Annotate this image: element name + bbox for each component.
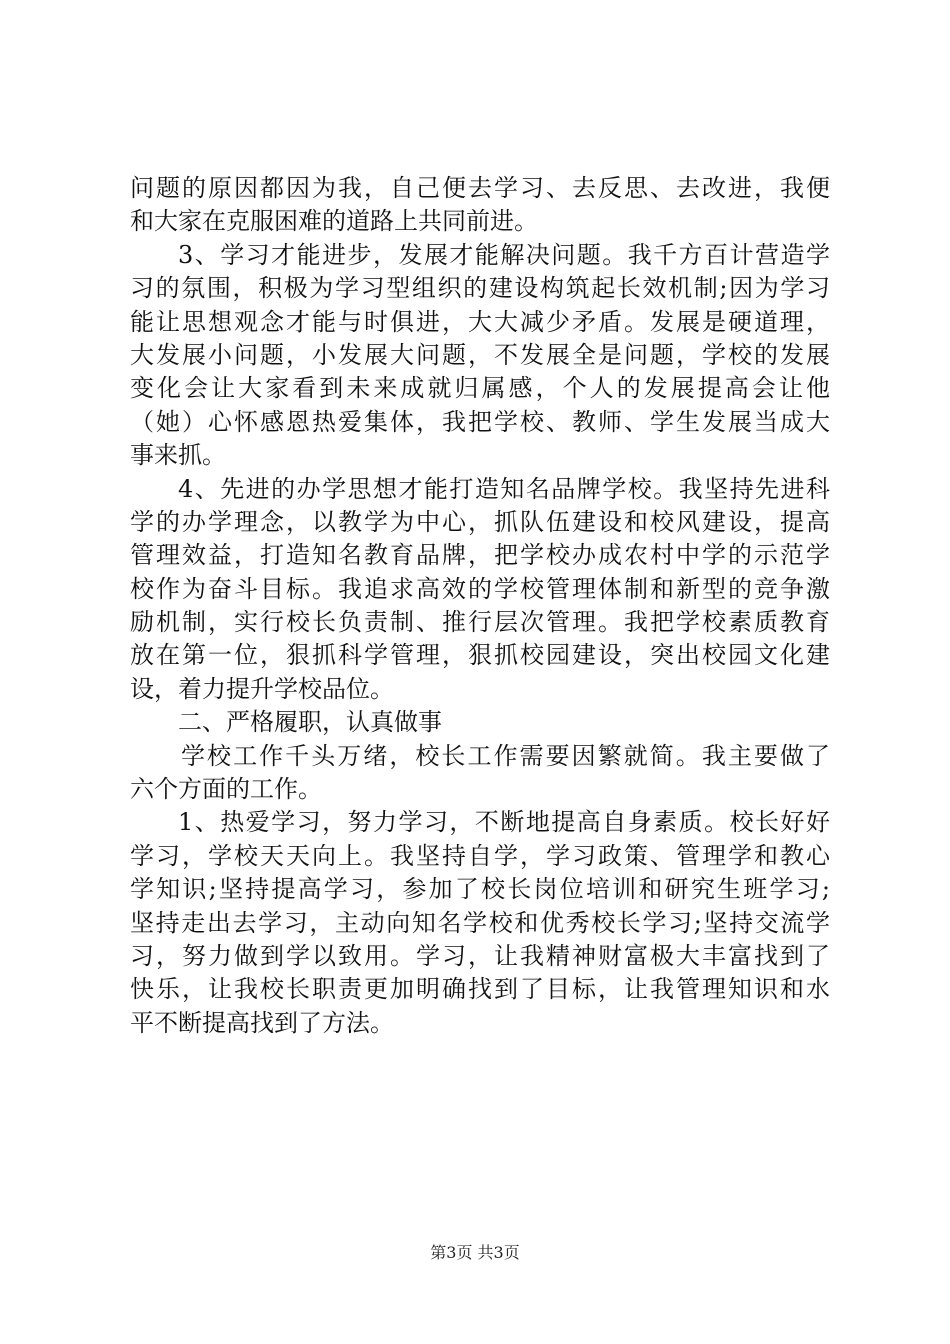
- text-line: 六个方面的工作。: [130, 775, 322, 804]
- text-line: 和大家在克服困难的道路上共同前进。: [130, 207, 538, 236]
- section-heading: 二、严格履职，认真做事: [178, 708, 442, 737]
- text-line: 学习，学校天天向上。我坚持自学，学习政策、管理学和教心: [130, 841, 830, 870]
- text-line: 坚持走出去学习，主动向知名学校和优秀校长学习;坚持交流学: [130, 908, 830, 937]
- text-line: 励机制，实行校长负责制、推行层次管理。我把学校素质教育: [130, 608, 830, 637]
- text-line: 大发展小问题，小发展大问题，不发展全是问题，学校的发展: [130, 340, 830, 369]
- text-line: 学知识;坚持提高学习，参加了校长岗位培训和研究生班学习;: [130, 875, 830, 904]
- text-line: 能让思想观念才能与时俱进，大大减少矛盾。发展是硬道理，: [130, 307, 830, 336]
- text-line: 校作为奋斗目标。我追求高效的学校管理体制和新型的竞争激: [130, 574, 830, 603]
- text-line: 平不断提高找到了方法。: [130, 1008, 394, 1037]
- paragraph-1-first-line: 1、热爱学习，努力学习，不断地提高自身素质。校长好好: [178, 808, 830, 837]
- text-line: 学的办学理念，以教学为中心，抓队伍建设和校风建设，提高: [130, 507, 830, 536]
- paragraph-4-first-line: 4、先进的办学思想才能打造知名品牌学校。我坚持先进科: [178, 474, 830, 503]
- text-line: 管理效益，打造知名教育品牌，把学校办成农村中学的示范学: [130, 541, 830, 570]
- text-line: 变化会让大家看到未来成就归属感，个人的发展提高会让他: [130, 374, 830, 403]
- text-line: 设，着力提升学校品位。: [130, 674, 394, 703]
- paragraph-3-first-line: 3、学习才能进步，发展才能解决问题。我千方百计营造学: [178, 240, 830, 269]
- document-body: [130, 172, 830, 1040]
- text-line: 放在第一位，狠抓科学管理，狠抓校园建设，突出校园文化建: [130, 641, 830, 670]
- text-line: 习，努力做到学以致用。学习，让我精神财富极大丰富找到了: [130, 941, 830, 970]
- text-line: 事来抓。: [130, 441, 226, 470]
- text-line: 习的氛围，积极为学习型组织的建设构筑起长效机制;因为学习: [130, 274, 830, 303]
- text-line: （她）心怀感恩热爱集体，我把学校、教师、学生发展当成大: [130, 407, 830, 436]
- page-footer: 第3页 共3页: [430, 1243, 520, 1262]
- text-line: 快乐，让我校长职责更加明确找到了目标，让我管理知识和水: [130, 975, 830, 1004]
- text-line: 问题的原因都因为我，自己便去学习、去反思、去改进，我便: [130, 174, 830, 202]
- section-intro-first-line: 学校工作千头万绪，校长工作需要因繁就简。我主要做了: [181, 741, 830, 770]
